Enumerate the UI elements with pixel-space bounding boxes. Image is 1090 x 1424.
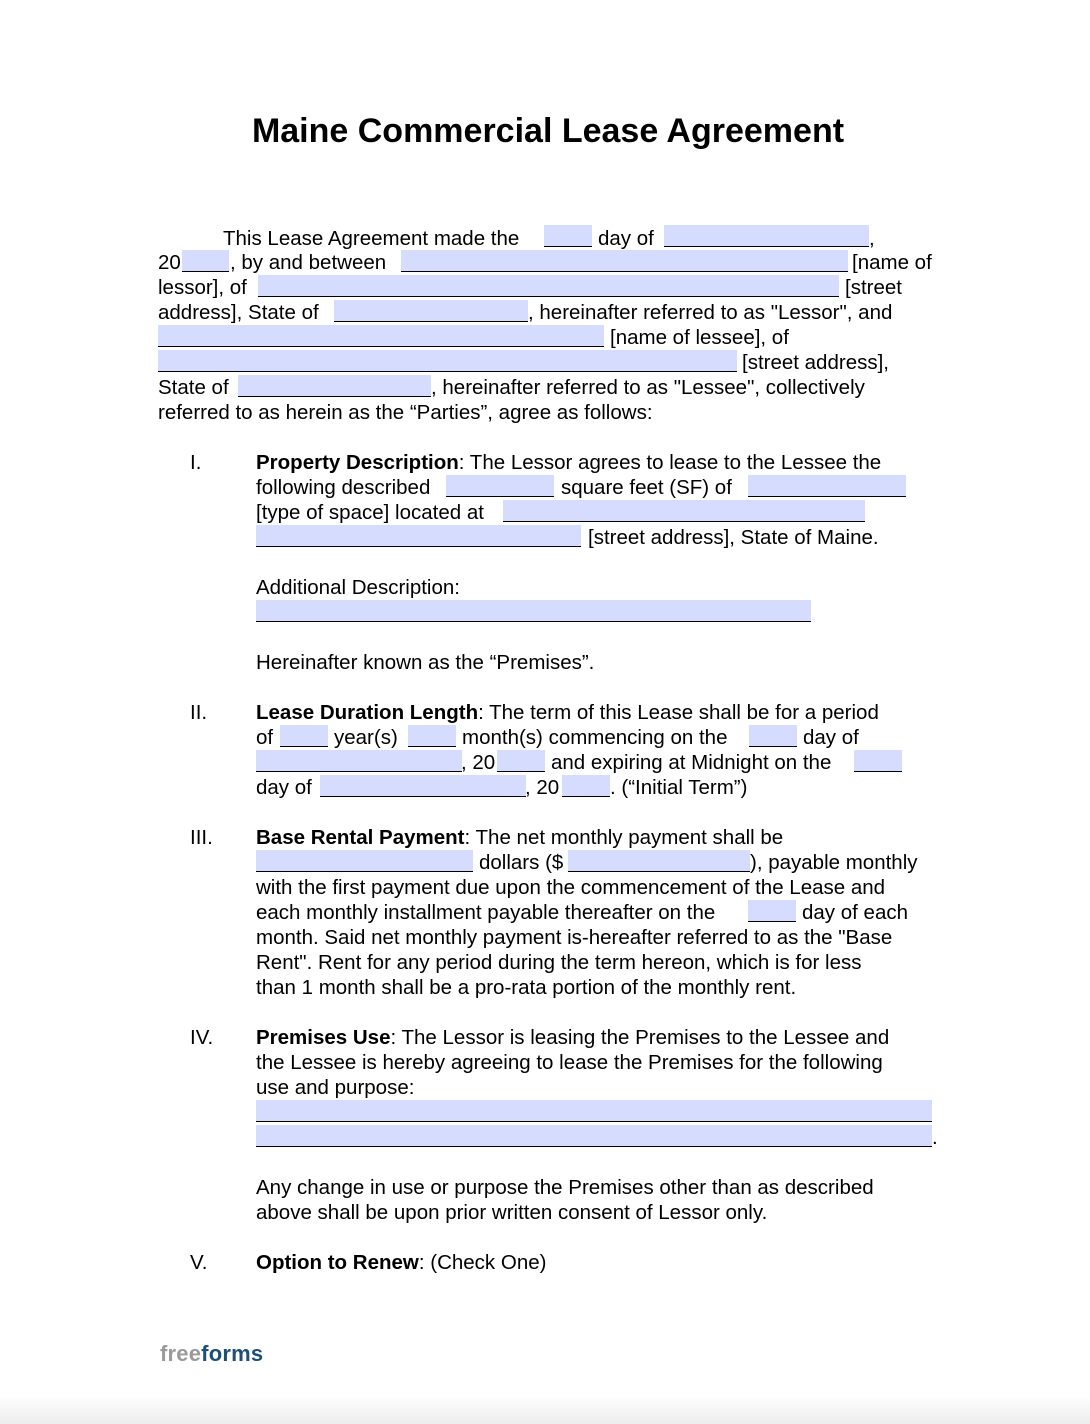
end-year-field[interactable] xyxy=(562,775,610,797)
section-2-of: of xyxy=(256,726,274,749)
section-3-payable: ), payable monthly xyxy=(750,851,918,874)
section-1-premises: Hereinafter known as the “Premises”. xyxy=(256,651,595,674)
section-2-day-of: day of xyxy=(803,726,859,749)
intro-state-of: State of xyxy=(158,376,229,399)
section-3-day-of-each: day of each xyxy=(802,901,908,924)
intro-lessee-ref: , hereinafter referred to as "Lessee", collectively xyxy=(431,376,865,399)
section-2-initial-term: . (“Initial Term”) xyxy=(610,776,748,799)
logo-free: free xyxy=(160,1341,202,1366)
section-1-number: I. xyxy=(190,451,202,474)
section-5-heading: Option to Renew xyxy=(256,1251,419,1274)
start-day-field[interactable] xyxy=(749,725,797,747)
intro-year-prefix: 20 xyxy=(158,251,181,274)
property-address-field-2[interactable] xyxy=(256,525,581,547)
section-2-line-1: Lease Duration Length: The term of this Lease shall be for a period xyxy=(256,701,879,724)
premises-use-field-2[interactable] xyxy=(256,1125,932,1147)
section-1-line-1: Property Description: The Lessor agrees to lease to the Lessee the xyxy=(256,451,882,474)
section-4-after-2: above shall be upon prior written consent of Lessor only. xyxy=(256,1201,768,1224)
logo-forms: forms xyxy=(201,1341,264,1366)
intro-name-of: [name of xyxy=(852,251,932,274)
lessee-state-field[interactable] xyxy=(238,375,431,397)
section-3-line-1: Base Rental Payment: The net monthly payment shall be xyxy=(256,826,784,849)
section-1-following: following described xyxy=(256,476,431,499)
rent-due-day-field[interactable] xyxy=(748,900,796,922)
premises-use-field-1[interactable] xyxy=(256,1100,932,1122)
section-1-state-maine: [street address], State of Maine. xyxy=(588,526,879,549)
section-2-end-day-of: day of xyxy=(256,776,312,799)
section-1-sqft: square feet (SF) of xyxy=(561,476,732,499)
lessor-address-field[interactable] xyxy=(258,275,839,297)
section-3-installment: each monthly installment payable thereafter on the xyxy=(256,901,716,924)
rent-amount-field[interactable] xyxy=(568,850,750,872)
intro-lessor-of: lessor], of xyxy=(158,276,247,299)
term-years-field[interactable] xyxy=(280,725,328,747)
section-2-heading: Lease Duration Length xyxy=(256,701,479,724)
section-3-line-6: Rent". Rent for any period during the term hereon, which is for less xyxy=(256,951,862,974)
section-5-line-1: Option to Renew: (Check One) xyxy=(256,1251,547,1274)
intro-lessor-ref: , hereinafter referred to as "Lessor", and xyxy=(528,301,893,324)
section-3-line-3: with the first payment due upon the commencement of the Lease and xyxy=(256,876,886,899)
document-title: Maine Commercial Lease Agreement xyxy=(251,112,845,150)
page-bottom-edge xyxy=(0,1396,1090,1424)
section-2-end-year-prefix: , 20 xyxy=(525,776,560,799)
section-3-dollars: dollars ($ xyxy=(479,851,564,874)
section-4-period: . xyxy=(932,1126,938,1149)
lease-day-field[interactable] xyxy=(544,225,592,247)
space-type-field[interactable] xyxy=(748,475,906,497)
section-5-number: V. xyxy=(190,1251,208,1274)
section-2-years: year(s) xyxy=(334,726,398,749)
additional-description-field[interactable] xyxy=(256,600,811,622)
section-4-line-3: use and purpose: xyxy=(256,1076,415,1099)
intro-line-1: This Lease Agreement made the xyxy=(223,227,520,250)
section-4-number: IV. xyxy=(190,1026,214,1049)
section-3-number: III. xyxy=(190,826,213,849)
section-4-line-1: Premises Use: The Lessor is leasing the Premises to the Lessee and xyxy=(256,1026,890,1049)
start-month-field[interactable] xyxy=(256,750,462,772)
lease-month-field[interactable] xyxy=(664,225,869,247)
section-4-heading: Premises Use xyxy=(256,1026,391,1049)
lessee-name-field[interactable] xyxy=(158,325,604,347)
rent-words-field[interactable] xyxy=(256,850,473,872)
intro-comma: , xyxy=(869,227,875,250)
section-2-months: month(s) commencing on the xyxy=(462,726,728,749)
intro-day-of: day of xyxy=(598,227,654,250)
section-4-after-1: Any change in use or purpose the Premises other than as described xyxy=(256,1176,874,1199)
end-day-field[interactable] xyxy=(854,750,902,772)
freeforms-logo xyxy=(160,1341,263,1367)
lessor-name-field[interactable] xyxy=(401,250,848,272)
property-address-field-1[interactable] xyxy=(503,500,865,522)
term-months-field[interactable] xyxy=(408,725,456,747)
section-2-expiring: and expiring at Midnight on the xyxy=(551,751,832,774)
section-4-line-2: the Lessee is hereby agreeing to lease the Premises for the following xyxy=(256,1051,883,1074)
section-3-heading: Base Rental Payment xyxy=(256,826,465,849)
lessee-address-field[interactable] xyxy=(158,350,737,372)
intro-lessee-of: [name of lessee], of xyxy=(610,326,789,349)
intro-street: [street xyxy=(845,276,902,299)
start-year-field[interactable] xyxy=(497,750,545,772)
square-feet-field[interactable] xyxy=(446,475,554,497)
lease-year-field[interactable] xyxy=(182,250,229,272)
section-3-line-5: month. Said net monthly payment is-hereafter referred to as the "Base xyxy=(256,926,893,949)
intro-address-state: address], State of xyxy=(158,301,319,324)
end-month-field[interactable] xyxy=(320,775,526,797)
section-1-located: [type of space] located at xyxy=(256,501,484,524)
additional-description-label: Additional Description: xyxy=(256,576,460,599)
section-2-number: II. xyxy=(190,701,208,724)
intro-parties: referred to as herein as the “Parties”, agree as follows: xyxy=(158,401,653,424)
section-2-start-year-prefix: , 20 xyxy=(461,751,496,774)
lessor-state-field[interactable] xyxy=(334,300,528,322)
intro-street-address: [street address], xyxy=(742,351,889,374)
section-1-heading: Property Description xyxy=(256,451,459,474)
section-3-line-7: than 1 month shall be a pro-rata portion of the monthly rent. xyxy=(256,976,797,999)
intro-by-and-between: , by and between xyxy=(230,251,387,274)
